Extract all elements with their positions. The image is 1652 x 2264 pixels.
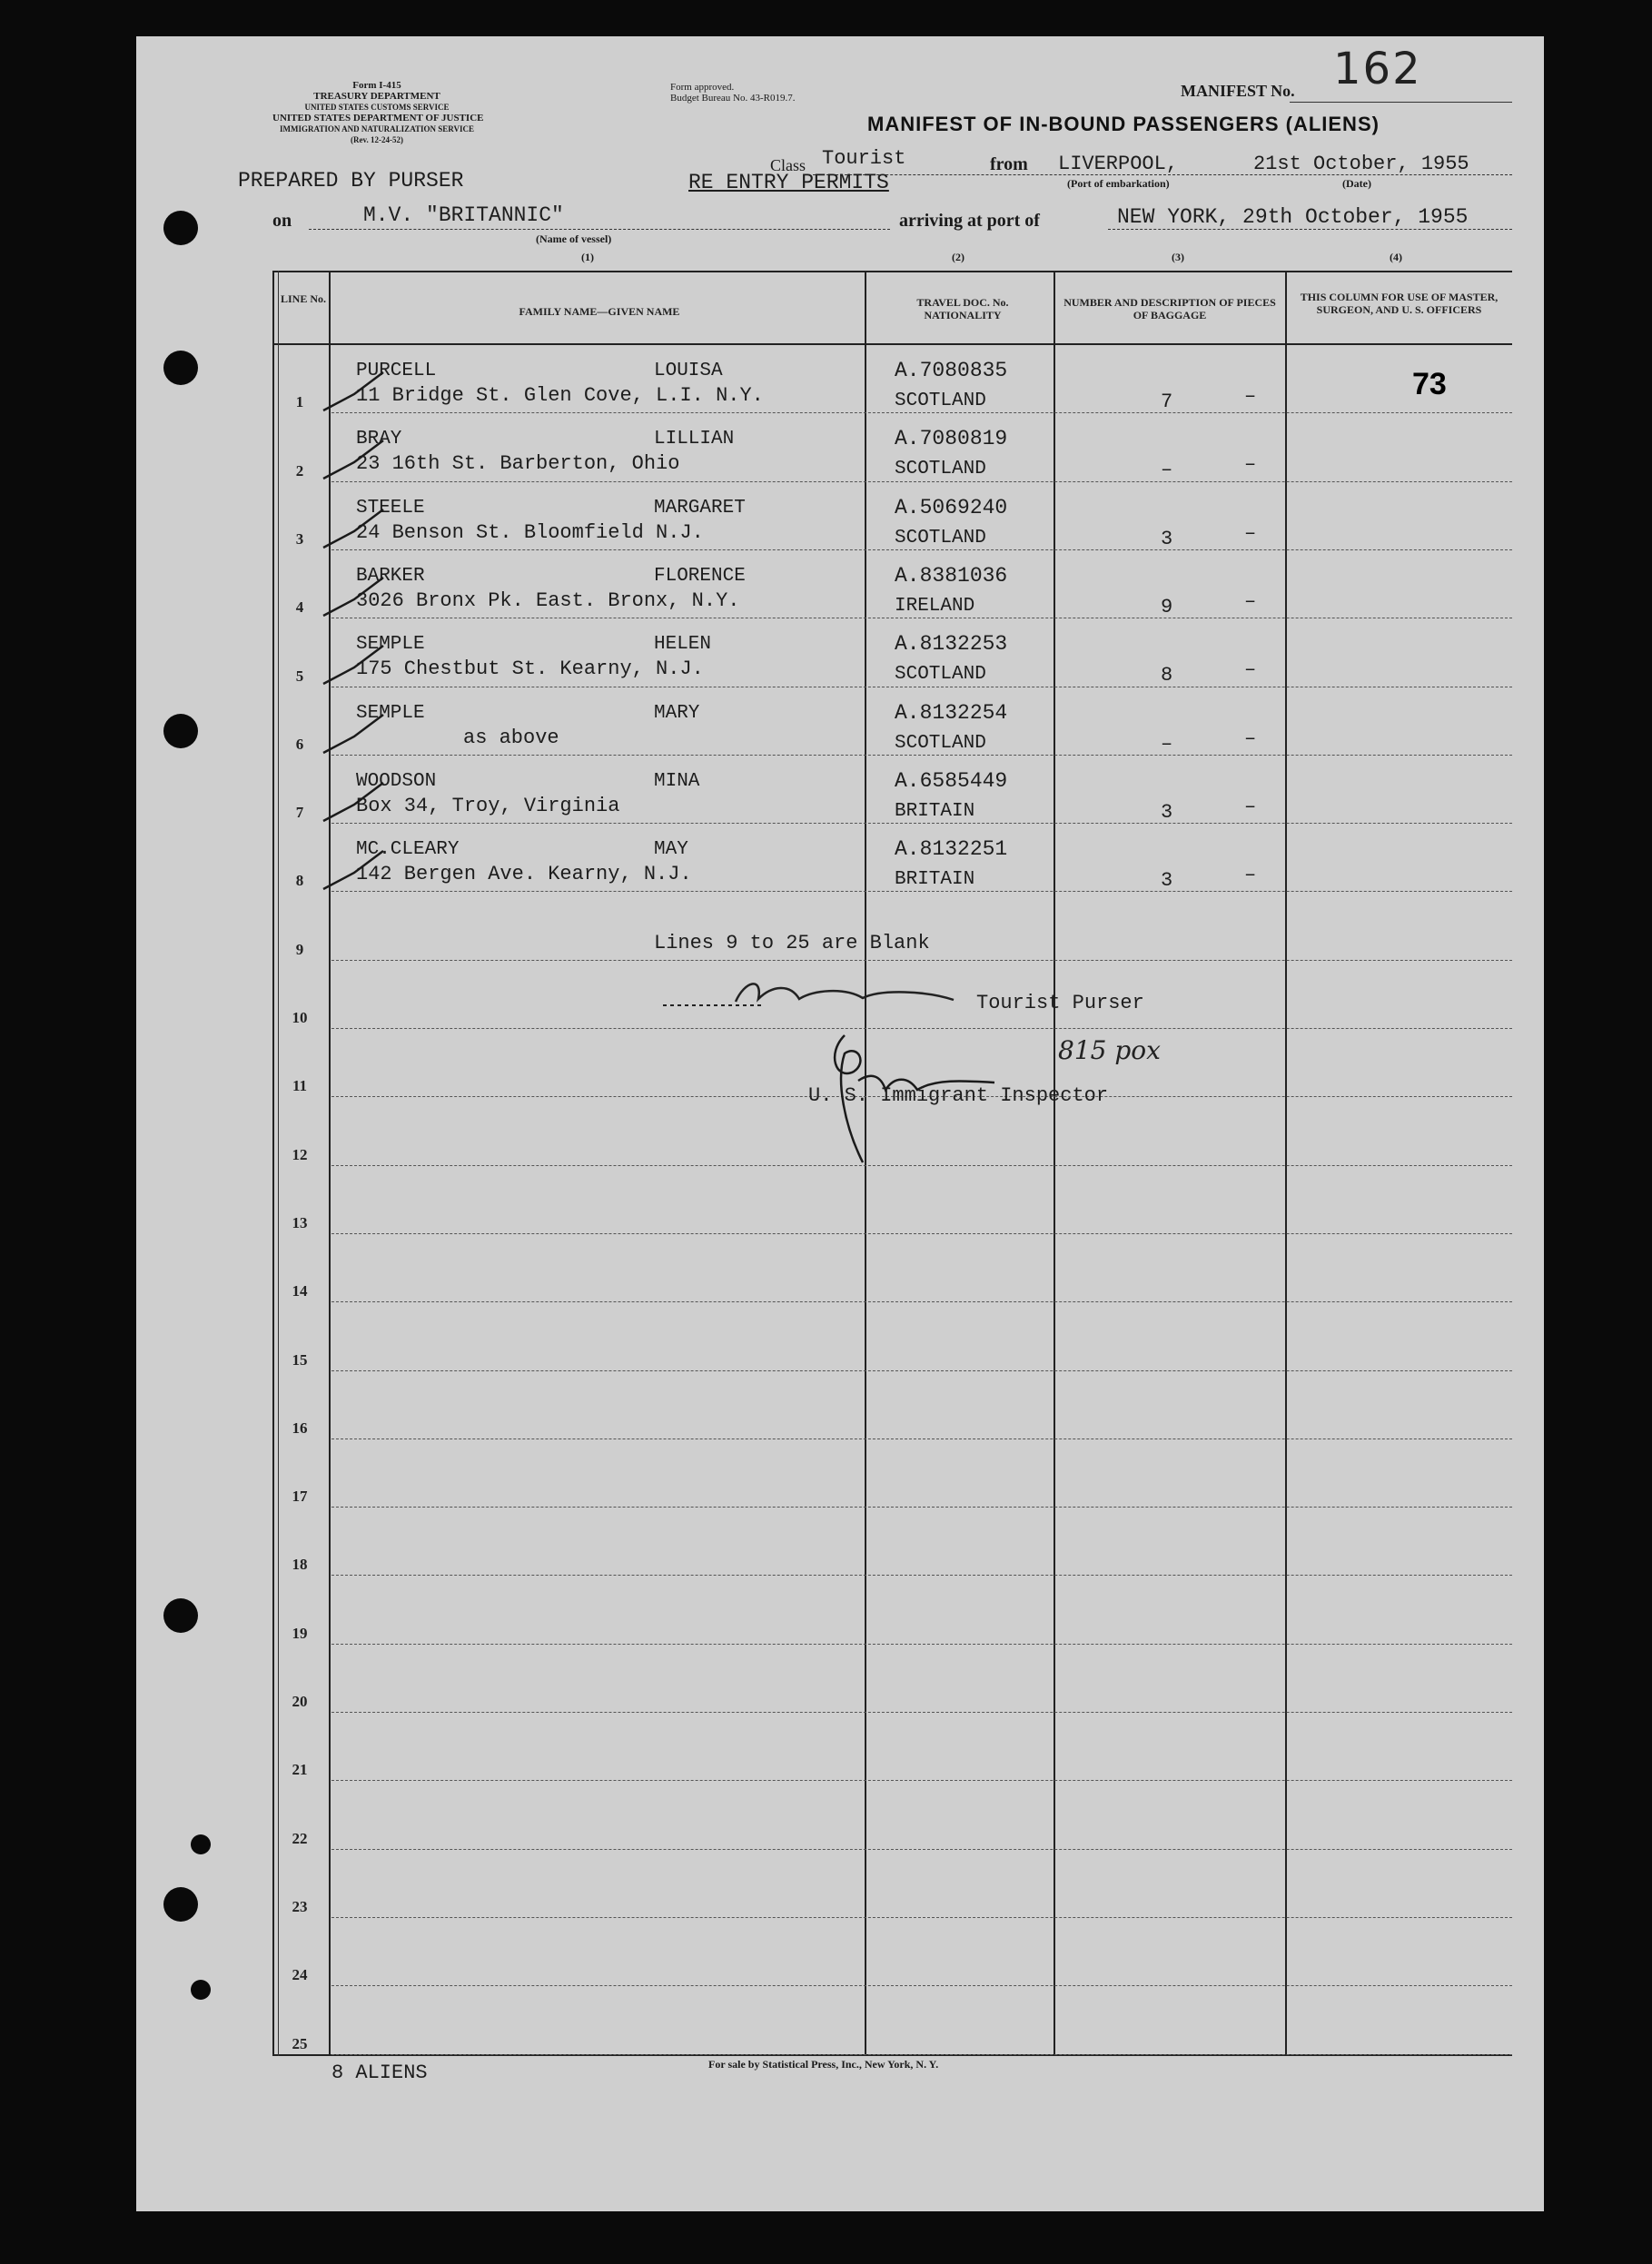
baggage-count: 9 <box>1161 595 1173 618</box>
officer-dash-mark: – <box>1244 589 1257 613</box>
travel-doc-number: A.8381036 <box>895 563 1008 588</box>
row-rule <box>331 412 1512 413</box>
row-rule <box>331 2054 1512 2055</box>
given-name: MINA <box>654 770 700 792</box>
revision-date: (Rev. 12-24-52) <box>351 135 403 144</box>
nationality: SCOTLAND <box>895 391 986 411</box>
nationality: BRITAIN <box>895 869 975 891</box>
embarkation-date: 21st October, 1955 <box>1253 153 1469 175</box>
officer-dash-mark: – <box>1244 727 1257 750</box>
service-name: IMMIGRATION AND NATURALIZATION SERVICE <box>280 124 474 133</box>
line-number: 4 <box>295 598 304 617</box>
check-mark <box>318 363 391 418</box>
family-name: BARKER <box>356 565 425 587</box>
check-mark <box>318 706 391 760</box>
line-number: 23 <box>292 1897 308 1915</box>
passenger-address: 23 16th St. Barberton, Ohio <box>356 452 680 476</box>
check-mark <box>318 500 391 555</box>
column-header-officers: THIS COLUMN FOR USE OF MASTER, SURGEON, AND U. S. OFFICERS <box>1300 291 1499 316</box>
line-number: 9 <box>295 940 304 958</box>
table-header-border <box>272 343 1512 345</box>
given-name: LILLIAN <box>654 429 735 450</box>
column-number: (2) <box>952 251 964 263</box>
officer-dash-mark: – <box>1244 658 1257 682</box>
blank-lines-note: Lines 9 to 25 are Blank <box>654 932 930 954</box>
punch-hole <box>163 211 198 245</box>
line-number: 25 <box>292 2034 308 2052</box>
travel-doc-number: A.6585449 <box>895 768 1008 793</box>
row-rule <box>331 1507 1512 1508</box>
row-rule <box>331 481 1512 482</box>
line-number: 22 <box>292 1829 308 1847</box>
passenger-address: 175 Chestbut St. Kearny, N.J. <box>356 657 704 681</box>
travel-doc-number: A.7080835 <box>895 359 1008 382</box>
travel-doc-number: A.7080819 <box>895 427 1008 451</box>
table-left-border <box>278 271 279 2056</box>
travel-doc-number: A.8132253 <box>895 632 1008 657</box>
form-header-block <box>272 80 484 145</box>
column-header-baggage: NUMBER AND DESCRIPTION OF PIECES OF BAGGAGE <box>1063 296 1276 321</box>
passenger-address: 3026 Bronx Pk. East. Bronx, N.Y. <box>356 588 740 612</box>
baggage-count: – <box>1161 732 1173 756</box>
line-number: 3 <box>295 529 304 548</box>
purser-signature <box>654 976 981 1013</box>
row-rule <box>331 1712 1512 1713</box>
line-number: 7 <box>295 804 304 822</box>
arriving-label: arriving at port of <box>899 211 1040 231</box>
travel-doc-number: A.5069240 <box>895 495 1008 519</box>
punch-hole <box>163 351 198 385</box>
check-mark <box>318 568 391 623</box>
line-number: 5 <box>295 667 304 685</box>
class-value: Tourist <box>822 147 906 170</box>
line-number: 2 <box>295 461 304 479</box>
vessel-caption: (Name of vessel) <box>536 232 612 245</box>
permit-note: RE ENTRY PERMITS <box>688 171 889 194</box>
officer-mark: 73 <box>1412 367 1447 401</box>
table-left-border <box>272 271 274 2056</box>
baggage-count: – <box>1161 459 1173 482</box>
passenger-address: 11 Bridge St. Glen Cove, L.I. N.Y. <box>356 384 764 407</box>
line-number: 6 <box>295 735 304 753</box>
line-number: 12 <box>292 1145 308 1163</box>
line-number: 24 <box>292 1966 308 1984</box>
family-name: MC.CLEARY <box>356 839 460 861</box>
row-rule <box>331 1370 1512 1371</box>
row-rule <box>331 1849 1512 1850</box>
line-number: 21 <box>292 1761 308 1779</box>
baggage-count: 7 <box>1161 391 1173 413</box>
given-name: HELEN <box>654 634 712 656</box>
family-name: SEMPLE <box>356 702 425 724</box>
travel-doc-number: A.8132251 <box>895 837 1008 862</box>
baggage-count: 3 <box>1161 869 1173 893</box>
nationality: SCOTLAND <box>895 732 986 754</box>
nationality: SCOTLAND <box>895 527 986 549</box>
officer-dash-mark: – <box>1244 795 1257 818</box>
check-mark <box>318 842 391 896</box>
column-divider <box>1054 271 1055 2056</box>
given-name: MARY <box>654 702 700 724</box>
page-title: MANIFEST OF IN-BOUND PASSENGERS (ALIENS) <box>867 113 1380 135</box>
row-rule <box>331 755 1512 756</box>
line-number: 10 <box>292 1009 308 1026</box>
line-number: 17 <box>292 1488 308 1506</box>
line-number: 11 <box>292 1077 308 1095</box>
department-name: UNITED STATES DEPARTMENT OF JUSTICE <box>272 113 484 124</box>
passenger-address: 142 Bergen Ave. Kearny, N.J. <box>356 863 692 886</box>
row-rule <box>331 891 1512 892</box>
inspector-mark: 815 pox <box>1058 1035 1161 1065</box>
line-number: 20 <box>292 1693 308 1710</box>
given-name: MAY <box>654 839 688 861</box>
family-name: SEMPLE <box>356 634 425 656</box>
row-rule <box>331 960 1512 961</box>
line-number: 14 <box>292 1282 308 1300</box>
approval-text: Form approved. <box>670 82 735 93</box>
row-rule <box>331 1301 1512 1302</box>
given-name: MARGARET <box>654 497 746 519</box>
nationality: BRITAIN <box>895 800 975 822</box>
punch-hole <box>163 1887 198 1922</box>
divider <box>309 229 890 230</box>
passenger-address: as above <box>463 726 559 749</box>
line-number: 19 <box>292 1624 308 1642</box>
from-label: from <box>990 154 1028 174</box>
department-name: TREASURY DEPARTMENT <box>313 91 440 102</box>
column-header-line-no: LINE No. <box>280 292 326 305</box>
punch-hole <box>191 1834 211 1854</box>
divider <box>1290 102 1512 103</box>
column-header-travel-doc: TRAVEL DOC. No. NATIONALITY <box>916 296 1009 321</box>
inspector-title: U. S. Immigrant Inspector <box>808 1084 1109 1107</box>
row-rule <box>331 1917 1512 1918</box>
check-mark <box>318 431 391 486</box>
row-rule <box>331 1780 1512 1781</box>
passenger-address: 24 Benson St. Bloomfield N.J. <box>356 520 704 544</box>
nationality: SCOTLAND <box>895 664 986 686</box>
divider <box>813 174 1512 175</box>
on-label: on <box>272 211 292 231</box>
line-number: 1 <box>295 393 304 411</box>
line-number: 16 <box>292 1419 308 1437</box>
given-name: FLORENCE <box>654 565 746 587</box>
column-number: (3) <box>1172 251 1184 263</box>
row-rule <box>331 1575 1512 1576</box>
class-label: Class <box>770 156 806 174</box>
row-rule <box>331 823 1512 824</box>
check-mark <box>318 774 391 828</box>
vessel-name: M.V. "BRITANNIC" <box>363 203 564 227</box>
row-rule <box>331 1644 1512 1645</box>
officer-dash-mark: – <box>1244 521 1257 545</box>
nationality: SCOTLAND <box>895 459 986 480</box>
given-name: LOUISA <box>654 361 723 381</box>
check-mark <box>318 637 391 691</box>
row-rule <box>331 1233 1512 1234</box>
approval-block <box>670 82 795 104</box>
date-caption: (Date) <box>1342 177 1371 190</box>
nationality: IRELAND <box>895 595 975 617</box>
service-name: UNITED STATES CUSTOMS SERVICE <box>304 103 450 112</box>
arrival-port-date: NEW YORK, 29th October, 1955 <box>1117 205 1469 229</box>
table-top-border <box>272 271 1512 272</box>
column-divider <box>1285 271 1287 2056</box>
family-name: BRAY <box>356 429 402 450</box>
passenger-address: Box 34, Troy, Virginia <box>356 794 620 817</box>
port-of-embarkation: LIVERPOOL, <box>1058 153 1179 175</box>
row-rule <box>331 1438 1512 1439</box>
row-rule <box>331 1985 1512 1986</box>
line-number: 18 <box>292 1556 308 1574</box>
line-number: 15 <box>292 1350 308 1369</box>
approval-text: Budget Bureau No. 43-R019.7. <box>670 93 796 104</box>
officer-dash-mark: – <box>1244 864 1257 887</box>
column-number: (1) <box>581 251 594 263</box>
line-number: 8 <box>295 872 304 890</box>
baggage-count: 8 <box>1161 664 1173 687</box>
column-header-name: FAMILY NAME—GIVEN NAME <box>519 305 680 318</box>
aliens-count: 8 ALIENS <box>331 2061 428 2084</box>
form-number: Form I-415 <box>352 80 401 91</box>
family-name: STEELE <box>356 497 425 519</box>
baggage-count: 3 <box>1161 800 1173 824</box>
baggage-count: 3 <box>1161 527 1173 550</box>
manifest-no-value: 162 <box>1333 44 1422 94</box>
manifest-no-label: MANIFEST No. <box>1181 82 1295 100</box>
family-name: WOODSON <box>356 770 437 792</box>
column-number: (4) <box>1390 251 1402 263</box>
row-rule <box>331 549 1512 550</box>
officer-dash-mark: – <box>1244 453 1257 477</box>
prepared-by: PREPARED BY PURSER <box>238 169 464 193</box>
port-caption: (Port of embarkation) <box>1067 177 1170 190</box>
punch-hole <box>163 1598 198 1633</box>
divider <box>1108 229 1512 230</box>
travel-doc-number: A.8132254 <box>895 700 1008 725</box>
family-name: PURCELL <box>356 361 437 381</box>
line-number: 13 <box>292 1213 308 1231</box>
purser-title: Tourist Purser <box>976 992 1144 1014</box>
printer-note: For sale by Statistical Press, Inc., New York, N. Y. <box>708 2058 939 2071</box>
punch-hole <box>191 1980 211 2000</box>
officer-dash-mark: – <box>1244 385 1257 408</box>
punch-hole <box>163 714 198 748</box>
